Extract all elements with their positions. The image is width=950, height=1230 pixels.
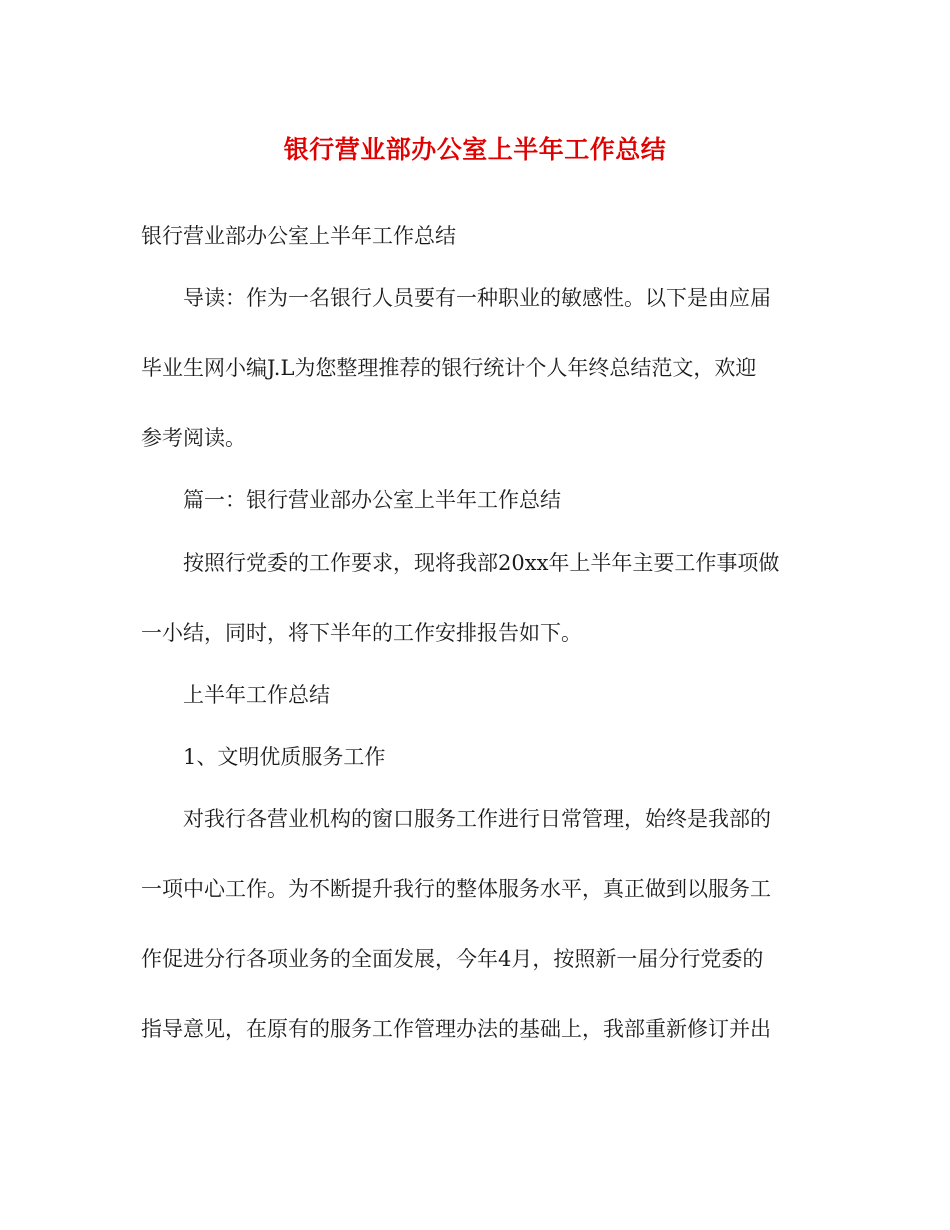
text-line-intro-3: 参考阅读。 bbox=[141, 426, 246, 450]
text-line-para1-1: 按照行党委的工作要求，现将我部20xx年上半年主要工作事项做 bbox=[183, 551, 780, 575]
text-line-chapter-heading: 篇一：银行营业部办公室上半年工作总结 bbox=[183, 488, 561, 512]
text-line-intro-2: 毕业生网小编J.L为您整理推荐的银行统计个人年终总结范文，欢迎 bbox=[141, 356, 757, 380]
text-line-subtitle: 银行营业部办公室上半年工作总结 bbox=[141, 224, 456, 248]
text-line-para2-3: 作促进分行各项业务的全面发展，今年4月，按照新一届分行党委的 bbox=[141, 947, 764, 971]
text-line-para2-2: 一项中心工作。为不断提升我行的整体服务水平，真正做到以服务工 bbox=[141, 877, 771, 901]
text-line-intro-1: 导读：作为一名银行人员要有一种职业的敏感性。以下是由应届 bbox=[183, 286, 771, 310]
document-title: 银行营业部办公室上半年工作总结 bbox=[283, 135, 667, 164]
text-line-item-heading: 1、文明优质服务工作 bbox=[183, 745, 386, 769]
text-line-section-heading: 上半年工作总结 bbox=[183, 683, 330, 707]
text-line-para2-1: 对我行各营业机构的窗口服务工作进行日常管理，始终是我部的 bbox=[183, 807, 771, 831]
text-line-para1-2: 一小结，同时，将下半年的工作安排报告如下。 bbox=[141, 621, 582, 645]
text-line-para2-4: 指导意见，在原有的服务工作管理办法的基础上，我部重新修订并出 bbox=[141, 1017, 771, 1041]
